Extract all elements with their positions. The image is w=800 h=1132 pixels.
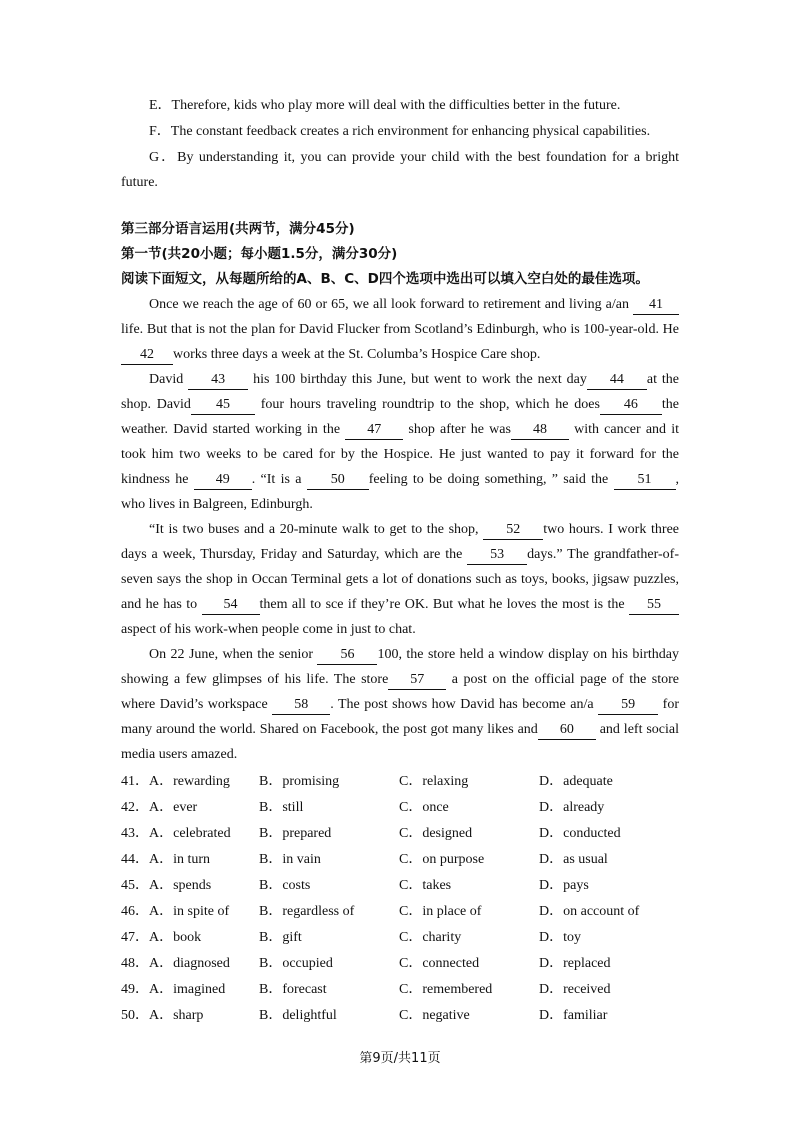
- choice-b: B．in vain: [259, 852, 321, 867]
- passage-text: shop after he was: [403, 422, 511, 437]
- blank-48: 48: [511, 421, 569, 440]
- passage-text: aspect of his work-when people come in just to chat.: [121, 622, 416, 637]
- passage-paragraph-2: [121, 367, 679, 517]
- choice-d: D．pays: [539, 878, 589, 893]
- question-42: [121, 795, 679, 821]
- passage-text: two hours. I work three days a week, Thursday, Friday and Saturday, which are the: [121, 522, 679, 562]
- choice-a: 41．A．rewarding: [121, 774, 230, 789]
- page-content: [121, 93, 679, 1029]
- question-43: [121, 821, 679, 847]
- blank-53: 53: [467, 546, 527, 565]
- question-48: [121, 951, 679, 977]
- blank-46: 46: [600, 396, 662, 415]
- choice-d: D．familiar: [539, 1008, 608, 1023]
- choice-b: B．still: [259, 800, 304, 815]
- passage-text: David: [149, 372, 189, 387]
- choice-b: B．prepared: [259, 826, 332, 841]
- choice-d: D．replaced: [539, 956, 611, 971]
- blank-45: 45: [191, 396, 255, 415]
- blank-42: 42: [121, 346, 173, 365]
- passage-paragraph-1: [121, 292, 679, 367]
- passage-paragraph-4: [121, 642, 679, 767]
- part-title: 第三部分语言运用(共两节，满分45分): [121, 221, 355, 237]
- passage-text: On 22 June, when the senior: [149, 647, 318, 662]
- choice-b: B．gift: [259, 930, 302, 945]
- blank-51: 51: [614, 471, 676, 490]
- question-47: [121, 925, 679, 951]
- option-e: E．Therefore, kids who play more will deal with the difficulties better in the future.: [149, 98, 621, 113]
- question-46: [121, 899, 679, 925]
- blank-52: 52: [483, 521, 543, 540]
- passage-text: days.” The grandfather-of-seven says the shop in Occan Terminal gets a lot of donations such as toys, books, jigsaw puzzles, and he has to: [121, 547, 679, 612]
- passage-text: “It is two buses and a 20-minute walk to get to the shop,: [149, 522, 484, 537]
- passage-text: , who lives in Balgreen, Edinburgh.: [121, 472, 680, 512]
- choice-b: B．forecast: [259, 982, 327, 997]
- choice-a: 47．A．book: [121, 930, 202, 945]
- choice-d: D．on account of: [539, 904, 640, 919]
- question-41: [121, 769, 679, 795]
- choice-d: D．received: [539, 982, 611, 997]
- choice-a: 49．A．imagined: [121, 982, 226, 997]
- passage-text: a post on the official page of the store where David’s workspace: [121, 672, 680, 712]
- choice-d: D．already: [539, 800, 605, 815]
- option-g: G．By understanding it, you can provide your child with the best foundation for a bright future.: [121, 150, 679, 190]
- blank-54: 54: [202, 596, 260, 615]
- passage-paragraph-3: [121, 517, 679, 642]
- passage-text: 100, the store held a window display on his birthday showing a few glimpses of his life. The store: [121, 647, 679, 687]
- question-50: [121, 1003, 679, 1029]
- passage-text: them all to sce if they’re OK. But what he loves the most is the: [259, 597, 629, 612]
- question-44: [121, 847, 679, 873]
- passage-text: Once we reach the age of 60 or 65, we all look forward to retirement and living a/an: [149, 297, 633, 312]
- blank-41: 41: [633, 296, 679, 315]
- choice-b: B．promising: [259, 774, 340, 789]
- choice-a: 44．A．in turn: [121, 852, 211, 867]
- choice-a: 43．A．celebrated: [121, 826, 231, 841]
- passage-text: and left social media users amazed.: [121, 722, 680, 762]
- blank-50: 50: [307, 471, 369, 490]
- choice-c: C．negative: [399, 1008, 470, 1023]
- choice-b: B．occupied: [259, 956, 333, 971]
- choice-c: C．relaxing: [399, 774, 469, 789]
- passage-text: . “It is a: [251, 472, 307, 487]
- choice-d: D．conducted: [539, 826, 621, 841]
- choice-d: D．toy: [539, 930, 581, 945]
- passage-text: . The post shows how David has become an/a: [330, 697, 599, 712]
- passage-text: four hours traveling roundtrip to the shop, which he does: [254, 397, 600, 412]
- choice-c: C．designed: [399, 826, 473, 841]
- choice-c: C．in place of: [399, 904, 482, 919]
- choice-c: C．charity: [399, 930, 462, 945]
- choice-b: B．regardless of: [259, 904, 355, 919]
- choice-c: C．takes: [399, 878, 452, 893]
- choice-a: 48．A．diagnosed: [121, 956, 230, 971]
- passage-text: at the shop. David: [121, 372, 679, 412]
- passage-text: feeling to be doing something, ” said the: [368, 472, 614, 487]
- sub-title: 第一节(共20小题；每小题1.5分，满分30分): [121, 246, 398, 262]
- option-f: F．The constant feedback creates a rich environment for enhancing physical capabilities.: [149, 124, 651, 139]
- blank-60: 60: [538, 721, 596, 740]
- blank-58: 58: [272, 696, 330, 715]
- choice-b: B．costs: [259, 878, 311, 893]
- blank-44: 44: [587, 371, 647, 390]
- blank-47: 47: [345, 421, 403, 440]
- choice-c: C．once: [399, 800, 449, 815]
- blank-49: 49: [194, 471, 252, 490]
- answer-choices: [121, 769, 679, 1029]
- choice-a: 50．A．sharp: [121, 1008, 204, 1023]
- choice-a: 46．A．in spite of: [121, 904, 230, 919]
- passage-text: his 100 birthday this June, but went to work the next day: [248, 372, 587, 387]
- page-number-footer: 第9页/共11页: [359, 1051, 441, 1066]
- passage-text: the weather. David started working in the: [121, 397, 680, 437]
- blank-55: 55: [629, 596, 679, 615]
- choice-a: 42．A．ever: [121, 800, 198, 815]
- instruction: 阅读下面短文，从每题所给的A、B、C、D四个选项中选出可以填入空白处的最佳选项。: [121, 271, 649, 287]
- question-45: [121, 873, 679, 899]
- passage-text: with cancer and it took him two weeks to be cared for by the Hospice. He just wanted to pay it forward for the kindness he: [121, 422, 679, 487]
- passage-text: for many around the world. Shared on Facebook, the post got many likes and: [121, 697, 679, 737]
- choice-b: B．delightful: [259, 1008, 337, 1023]
- choice-a: 45．A．spends: [121, 878, 212, 893]
- choice-c: C．on purpose: [399, 852, 485, 867]
- blank-56: 56: [317, 646, 377, 665]
- choice-c: C．connected: [399, 956, 480, 971]
- question-49: [121, 977, 679, 1003]
- blank-57: 57: [388, 671, 446, 690]
- blank-59: 59: [598, 696, 658, 715]
- blank-43: 43: [188, 371, 248, 390]
- passage-text: works three days a week at the St. Columba’s Hospice Care shop.: [173, 347, 541, 362]
- choice-c: C．remembered: [399, 982, 493, 997]
- passage-text: life. But that is not the plan for David Flucker from Scotland’s Edinburgh, who is 100-year-old. He: [121, 322, 679, 337]
- choice-d: D．adequate: [539, 774, 613, 789]
- choice-d: D．as usual: [539, 852, 608, 867]
